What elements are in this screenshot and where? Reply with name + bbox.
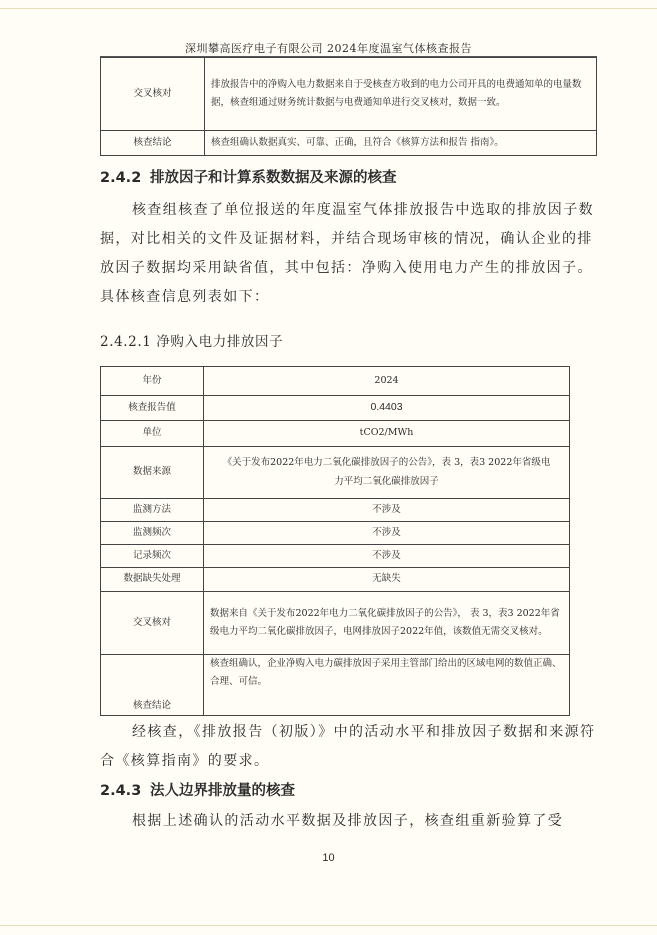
table-row <box>101 592 570 655</box>
table-row <box>101 522 570 545</box>
row-value: 0.4403 <box>204 396 570 421</box>
row-value: 《关于发布2022年电力二氧化碳排放因子的公告》，表 3，表3 2022年省级电力平均二氧化碳排放因子 <box>204 447 570 499</box>
table-row <box>101 131 597 156</box>
table-row <box>101 655 570 716</box>
table-row <box>101 421 570 447</box>
row-label-cross-check: 交叉核对 <box>101 58 205 131</box>
section-heading-2-4-2 <box>100 166 397 187</box>
row-label-conclusion: 核查结论 <box>101 131 205 156</box>
page-number: 10 <box>322 852 335 864</box>
section-title: 排放因子和计算系数数据及来源的核查 <box>150 170 397 186</box>
table-row <box>101 396 570 421</box>
row-label: 交叉核对 <box>101 592 204 655</box>
table-row <box>101 58 597 131</box>
row-label: 数据缺失处理 <box>101 568 204 592</box>
row-value: 核查组确认，企业净购入电力碳排放因子采用主管部门给出的区域电网的数值正确、合理、可信。 <box>204 655 570 716</box>
subsection-heading-2-4-2-1: 2.4.2.1 净购入电力排放因子 <box>100 334 284 350</box>
row-label: 核查报告值 <box>101 396 204 421</box>
section-2-4-3-paragraph: 根据上述确认的活动水平数据及排放因子，核查组重新验算了受 <box>132 813 564 829</box>
row-value: 不涉及 <box>204 499 570 522</box>
row-value: 不涉及 <box>204 522 570 545</box>
row-label: 记录频次 <box>101 545 204 568</box>
row-label: 监测频次 <box>101 522 204 545</box>
table-row <box>101 447 570 499</box>
row-label: 核查结论 <box>101 655 204 716</box>
page-border-bottom <box>0 925 657 926</box>
row-value: 无缺失 <box>204 568 570 592</box>
section-title: 法人边界排放量的核查 <box>150 783 295 799</box>
row-label: 监测方法 <box>101 499 204 522</box>
page-border-top <box>0 8 657 9</box>
top-verification-table <box>100 57 597 156</box>
section-number: 2.4.2 <box>100 170 142 186</box>
row-label: 数据来源 <box>101 447 204 499</box>
table-row <box>101 499 570 522</box>
row-label: 年份 <box>101 367 204 396</box>
emission-factor-table <box>100 366 570 716</box>
row-value: tCO2/MWh <box>204 421 570 447</box>
table-row <box>101 367 570 396</box>
row-value: 不涉及 <box>204 545 570 568</box>
table-row <box>101 545 570 568</box>
row-value-cross-check: 排放报告中的净购入电力数据来自于受核查方收到的电力公司开具的电费通知单的电量数据，核查组通过财务统计数据与电费通知单进行交叉核对，数据一致。 <box>205 58 597 131</box>
running-header: 深圳攀高医疗电子有限公司 2024年度温室气体核查报告 <box>185 42 472 55</box>
section-2-4-2-paragraph: 核查组核查了单位报送的年度温室气体排放报告中选取的排放因子数据，对比相关的文件及证据材料，并结合现场审核的情况，确认企业的排放因子数据均采用缺省值，其中包括：净购入使用电力产生的排放因子。具体核查信息列表如下： <box>100 202 594 305</box>
row-label: 单位 <box>101 421 204 447</box>
summary-paragraph: 经核查，《排放报告（初版）》中的活动水平和排放因子数据和来源符合《核算指南》的要求。 <box>100 724 596 769</box>
section-number: 2.4.3 <box>100 783 142 799</box>
section-heading-2-4-3 <box>100 779 295 800</box>
table-row <box>101 568 570 592</box>
row-value: 数据来自《关于发布2022年电力二氧化碳排放因子的公告》， 表 3，表3 2022年省级电力平均二氧化碳排放因子，电网排放因子2022年值，该数值无需交叉核对。 <box>204 592 570 655</box>
row-value-conclusion: 核查组确认数据真实、可靠、正确，且符合《核算方法和报告 指南》。 <box>205 131 597 156</box>
row-value: 2024 <box>204 367 570 396</box>
